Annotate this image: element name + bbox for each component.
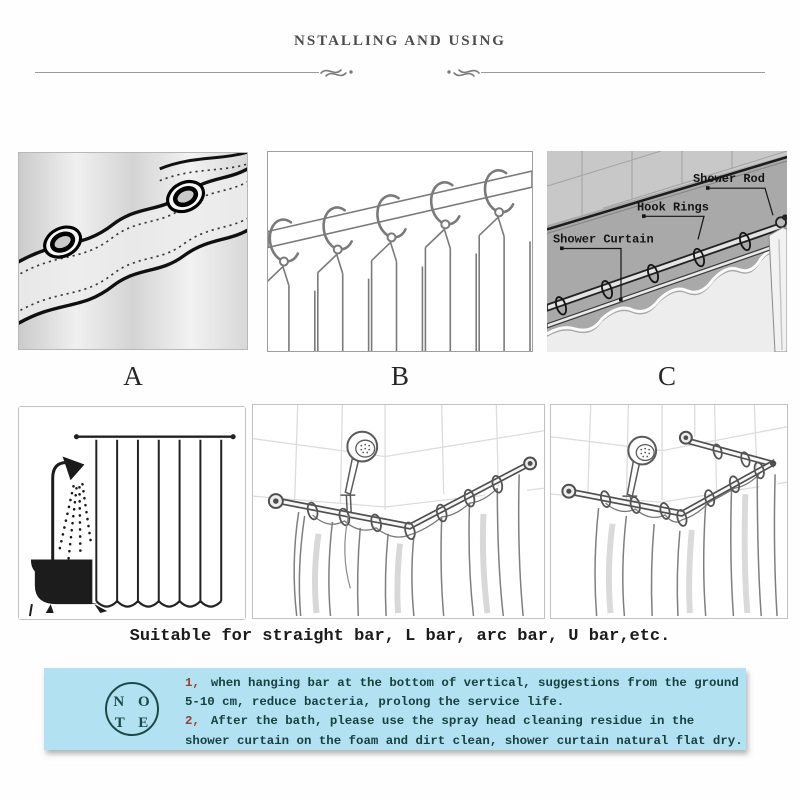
panel-label-a: A: [123, 361, 143, 391]
panel-label-b: B: [390, 361, 409, 391]
divider-line: [481, 72, 765, 73]
svg-text:Shower Curtain: Shower Curtain: [553, 232, 654, 247]
divider-swirl-icon: [443, 64, 481, 80]
panel-straight-bar: [18, 406, 246, 620]
note-text: [185, 674, 745, 750]
u-bar-drawing: [551, 405, 787, 618]
note-line: shower curtain on the foam and dirt clean, shower curtain natural flat dry.: [185, 733, 743, 748]
divider-line: [35, 72, 319, 73]
svg-text:Shower Rod: Shower Rod: [693, 172, 765, 187]
suitable-caption: Suitable for straight bar, L bar, arc bar, U bar,etc.: [129, 627, 671, 646]
page-title: NSTALLING AND USING: [294, 33, 506, 49]
note-line-text: After the bath, please use the spray head cleaning residue in the: [210, 714, 695, 729]
panel-label-c: C: [657, 361, 676, 391]
l-bar-drawing: [253, 405, 544, 618]
installed-curtain-photo: [547, 151, 787, 352]
note-badge-row2: T E: [114, 715, 154, 731]
note-line: [185, 712, 745, 731]
note-badge-row1: N O: [113, 694, 155, 710]
panel-u-bar: [550, 404, 788, 619]
divider-swirl-icon: [319, 64, 357, 80]
note-line-text: when hanging bar at the bottom of vertical, suggestions from the ground: [210, 676, 739, 690]
panel-grommet-closeup: [18, 152, 248, 350]
note-item-number: 1,: [185, 676, 200, 690]
note-badge-icon: [104, 680, 160, 738]
note-box: [44, 668, 746, 750]
bathtub-drawing: [19, 407, 245, 619]
hook-rings-drawing: [268, 152, 532, 351]
note-line: 5-10 cm, reduce bacteria, prolong the service life.: [185, 695, 565, 710]
decorative-divider: [35, 64, 765, 80]
note-item-number: 2,: [185, 714, 200, 729]
panel-l-bar: [252, 404, 545, 619]
panel-hook-rings: [267, 151, 533, 352]
svg-text:Hook Rings: Hook Rings: [637, 200, 709, 215]
grommet-closeup-drawing: [19, 153, 247, 349]
panel-installed-curtain: [547, 151, 787, 352]
note-line: [185, 674, 745, 693]
